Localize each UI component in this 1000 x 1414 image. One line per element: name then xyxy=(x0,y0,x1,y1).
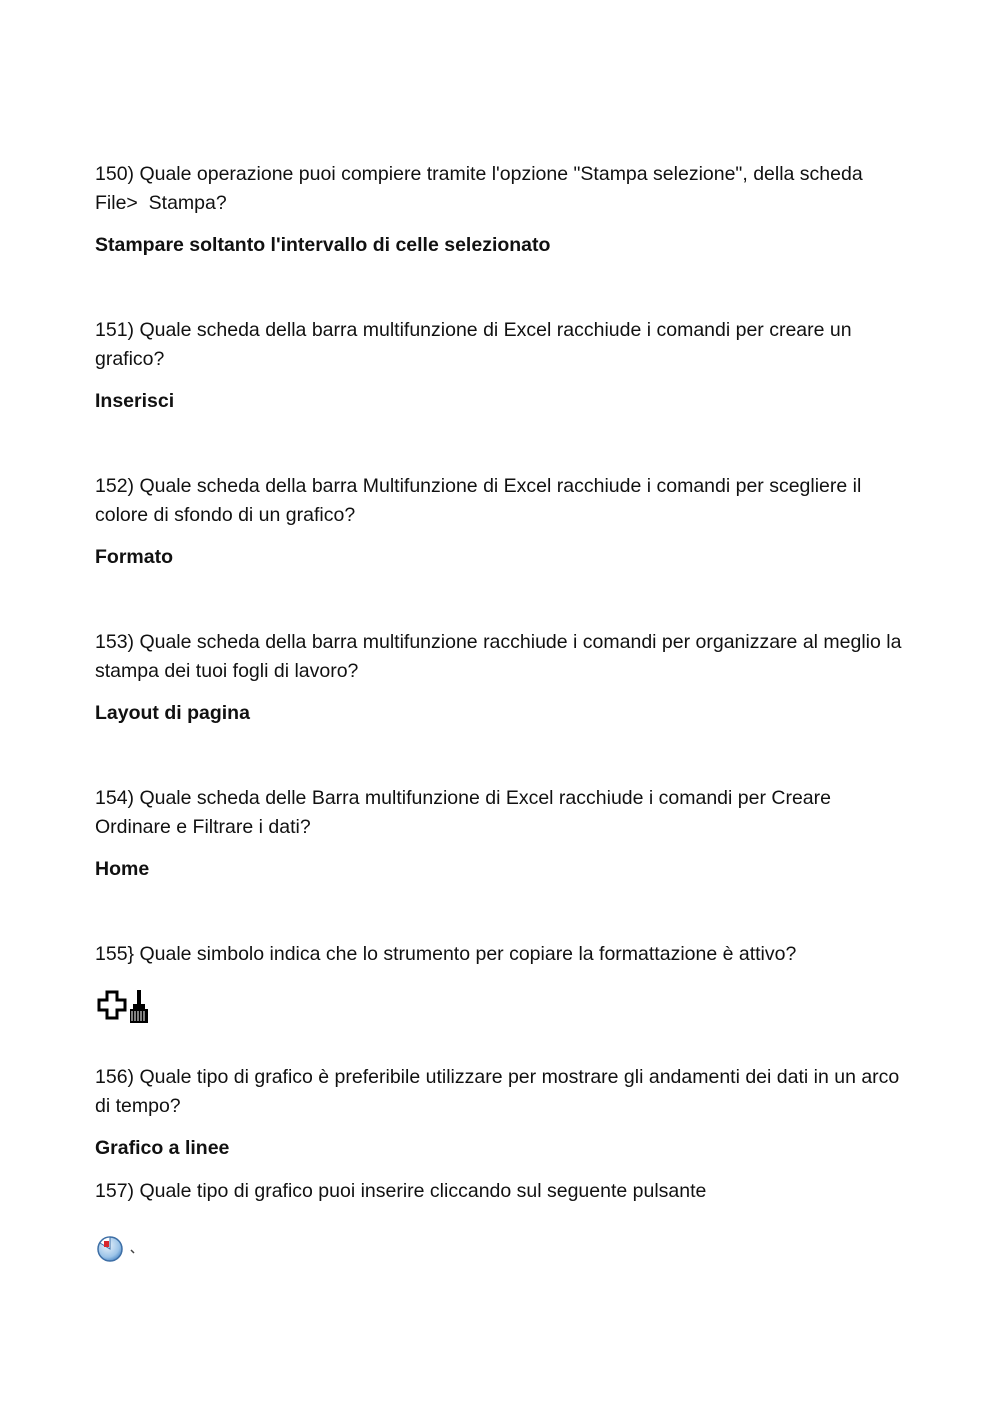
question-block-155 xyxy=(95,940,910,1063)
question-text: 154) Quale scheda delle Barra multifunzione di Excel racchiude i comandi per Creare Ordinare e Filtrare i dati? xyxy=(95,787,837,838)
question-text: 157) Quale tipo di grafico puoi inserire cliccando sul seguente pulsante xyxy=(95,1180,707,1202)
question-text: 150) Quale operazione puoi compiere tramite l'opzione "Stampa selezione", della scheda File> Stampa? xyxy=(95,163,869,214)
question-text: 152) Quale scheda della barra Multifunzione di Excel racchiude i comandi per scegliere il colore di sfondo di un grafico? xyxy=(95,475,867,526)
question-block-156 xyxy=(95,1063,910,1177)
question-block-152 xyxy=(95,472,910,628)
answer-text: Formato xyxy=(95,546,173,568)
question-text: 153) Quale scheda della barra multifunzione racchiude i comandi per organizzare al meglio la stampa dei tuoi fogli di lavoro? xyxy=(95,631,913,682)
question-block-151 xyxy=(95,316,910,472)
document-page xyxy=(95,160,913,1276)
question-block-157 xyxy=(95,1177,910,1276)
answer-text: Stampare soltanto l'intervallo di celle selezionato xyxy=(95,234,551,256)
question-block-154 xyxy=(95,784,910,940)
question-text: 156) Quale tipo di grafico è preferibile utilizzare per mostrare gli andamenti dei dati in un arco di tempo? xyxy=(95,1066,905,1117)
answer-text: Grafico a linee xyxy=(95,1137,230,1159)
question-text: 155} Quale simbolo indica che lo strumento per copiare la formattazione è attivo? xyxy=(95,943,797,965)
answer-image xyxy=(95,987,910,1031)
answer-image xyxy=(95,1232,910,1276)
answer-text: Home xyxy=(95,858,150,880)
question-block-150 xyxy=(95,160,910,316)
pie-chart-button-icon xyxy=(95,1232,910,1266)
question-block-153 xyxy=(95,628,913,784)
question-text: 151) Quale scheda della barra multifunzione di Excel racchiude i comandi per creare un grafico? xyxy=(95,319,858,370)
answer-text: Layout di pagina xyxy=(95,702,250,724)
answer-text: Inserisci xyxy=(95,390,175,412)
format-painter-cursor-icon xyxy=(95,987,910,1031)
